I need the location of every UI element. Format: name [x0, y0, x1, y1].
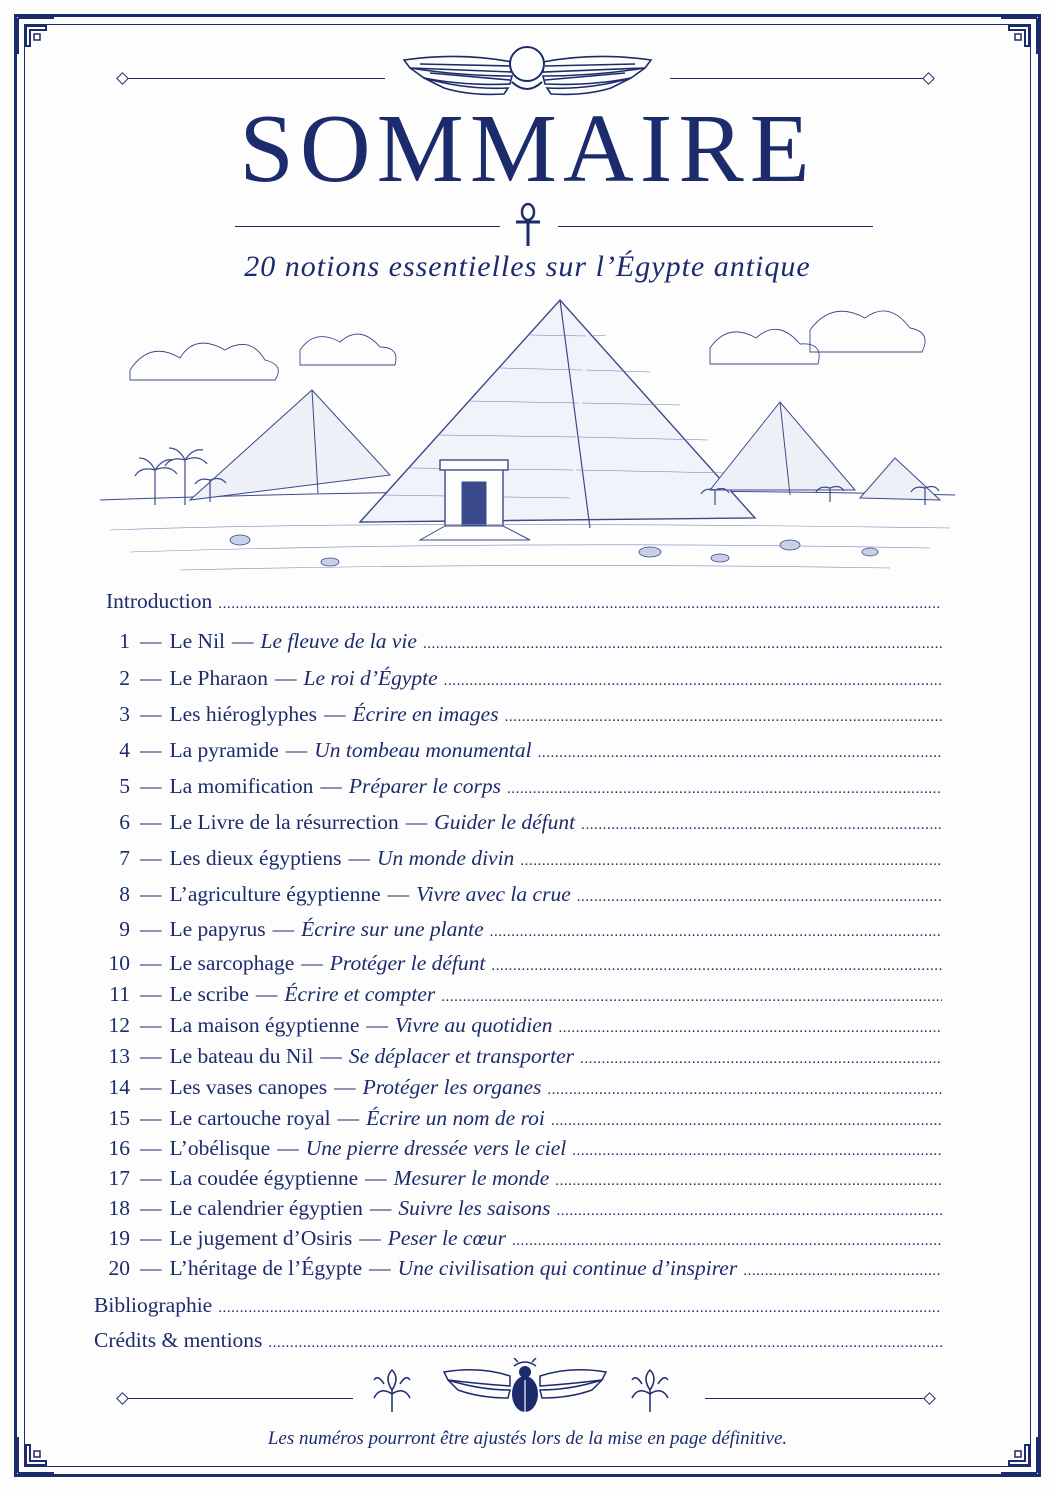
- toc-number: 18: [108, 1196, 130, 1220]
- toc-row[interactable]: [100, 1013, 942, 1043]
- toc-dash: —: [140, 1256, 162, 1280]
- corner-ornament-top-left: [16, 16, 56, 56]
- toc-row[interactable]: [100, 810, 942, 840]
- toc-name: Le cartouche royal: [169, 1106, 331, 1130]
- toc-subtitle: Protéger le défunt: [329, 951, 486, 975]
- toc-number: 8: [119, 882, 130, 906]
- toc-subtitle: Vivre avec la crue: [416, 882, 571, 906]
- top-rule-right: [670, 78, 928, 79]
- toc-dash: —: [140, 738, 162, 762]
- toc-number: 12: [108, 1013, 130, 1037]
- toc-leader-dots: [557, 1203, 943, 1220]
- bottom-rule-left: [123, 1398, 353, 1399]
- toc-dash: —: [140, 951, 162, 975]
- toc-number: 9: [119, 917, 130, 941]
- toc-dash: —: [348, 846, 370, 870]
- toc-subtitle: Écrire un nom de roi: [366, 1106, 545, 1130]
- toc-name: Le scribe: [169, 982, 249, 1006]
- toc-number: 15: [108, 1106, 130, 1130]
- toc-subtitle: Écrire et compter: [284, 982, 436, 1006]
- toc-number: 19: [108, 1226, 130, 1250]
- toc-name: Le Livre de la résurrection: [169, 810, 399, 834]
- toc-leader-dots: [268, 1335, 942, 1352]
- toc-dash: —: [140, 810, 162, 834]
- toc-leader-dots: [551, 1113, 942, 1130]
- toc-name: Les dieux égyptiens: [169, 846, 342, 870]
- title-rule-left: [235, 226, 500, 227]
- toc-row[interactable]: [100, 951, 942, 981]
- toc-dash: —: [365, 1166, 387, 1190]
- toc-leader-dots: [555, 1173, 942, 1190]
- toc-number: 16: [108, 1136, 130, 1160]
- toc-row[interactable]: [100, 1256, 942, 1286]
- toc-subtitle: Mesurer le monde: [393, 1166, 550, 1190]
- toc-number: 5: [119, 774, 130, 798]
- toc-row[interactable]: [100, 1106, 942, 1136]
- toc-dash: —: [140, 629, 162, 653]
- toc-dash: —: [285, 738, 308, 762]
- toc-leader-dots: [444, 673, 942, 690]
- toc-subtitle: Une civilisation qui continue d’inspirer: [397, 1256, 738, 1280]
- toc-name: Le jugement d’Osiris: [169, 1226, 353, 1250]
- toc-name: Le bateau du Nil: [169, 1044, 314, 1068]
- toc-label: Bibliographie: [94, 1293, 213, 1317]
- toc-subtitle: Le roi d’Égypte: [303, 666, 438, 690]
- toc-leader-dots: [520, 853, 942, 870]
- winged-sun-icon: [400, 42, 655, 100]
- toc-leader-dots: [581, 817, 942, 834]
- toc-leader-dots: [491, 958, 942, 975]
- toc-row[interactable]: [100, 917, 942, 947]
- toc-dash: —: [140, 917, 162, 941]
- toc-row[interactable]: [100, 982, 942, 1012]
- toc-dash: —: [366, 1013, 388, 1037]
- toc-name: La maison égyptienne: [169, 1013, 360, 1037]
- toc-dash: —: [140, 982, 162, 1006]
- toc-name: La coudée égyptienne: [169, 1166, 359, 1190]
- winged-scarab-icon: [440, 1358, 610, 1418]
- toc-name: La pyramide: [169, 738, 279, 762]
- toc-dash: —: [320, 774, 342, 798]
- toc-leader-dots: [505, 709, 942, 726]
- toc-row-credits[interactable]: [94, 1328, 942, 1358]
- toc-row-introduction[interactable]: [100, 589, 942, 619]
- toc-leader-dots: [538, 745, 942, 762]
- toc-leader-dots: [580, 1051, 942, 1068]
- toc-number: 11: [109, 982, 130, 1006]
- toc-dash: —: [140, 1196, 162, 1220]
- lotus-icon: [370, 1368, 414, 1414]
- toc-dash: —: [255, 982, 278, 1006]
- toc-dash: —: [140, 1136, 162, 1160]
- toc-row[interactable]: [100, 666, 942, 696]
- toc-number: 20: [108, 1256, 130, 1280]
- toc-dash: —: [272, 917, 295, 941]
- toc-row[interactable]: [100, 629, 942, 659]
- toc-row[interactable]: [100, 846, 942, 876]
- toc-name: Le papyrus: [169, 917, 266, 941]
- toc-label: Introduction: [106, 589, 213, 613]
- toc-name: La momification: [169, 774, 314, 798]
- toc-dash: —: [140, 1044, 162, 1068]
- toc-leader-dots: [441, 989, 942, 1006]
- toc-dash: —: [140, 1226, 162, 1250]
- toc-label: Crédits & mentions: [94, 1328, 263, 1352]
- toc-number: 1: [119, 629, 130, 653]
- toc-leader-dots: [577, 889, 942, 906]
- toc-name: L’héritage de l’Égypte: [169, 1256, 363, 1280]
- page-title: SOMMAIRE: [239, 95, 816, 203]
- toc-subtitle: Se déplacer et transporter: [348, 1044, 575, 1068]
- toc-number: 6: [119, 810, 130, 834]
- toc-dash: —: [334, 1075, 356, 1099]
- toc-subtitle: Suivre les saisons: [398, 1196, 551, 1220]
- toc-name: Le calendrier égyptien: [169, 1196, 363, 1220]
- toc-dash: —: [387, 882, 410, 906]
- toc-number: 2: [119, 666, 130, 690]
- toc-subtitle: Vivre au quotidien: [394, 1013, 553, 1037]
- toc-name: Le sarcophage: [169, 951, 295, 975]
- toc-name: L’obélisque: [169, 1136, 271, 1160]
- toc-number: 13: [108, 1044, 130, 1068]
- toc-dash: —: [140, 702, 162, 726]
- toc-dash: —: [277, 1136, 299, 1160]
- toc-subtitle: Un monde divin: [376, 846, 515, 870]
- page-subtitle: 20 notions essentielles sur l’Égypte antique: [244, 250, 811, 283]
- toc-leader-dots: [547, 1082, 942, 1099]
- toc-subtitle: Guider le défunt: [434, 810, 576, 834]
- toc-subtitle: Un tombeau monumental: [314, 738, 532, 762]
- toc-number: 14: [108, 1075, 130, 1099]
- pyramids-illustration: [90, 290, 965, 590]
- toc-subtitle: Protéger les organes: [362, 1075, 542, 1099]
- toc-number: 17: [108, 1166, 130, 1190]
- toc-subtitle: Écrire en images: [352, 702, 499, 726]
- toc-leader-dots: [507, 781, 942, 798]
- toc-leader-dots: [743, 1263, 942, 1280]
- toc-leader-dots: [512, 1233, 942, 1250]
- toc-dash: —: [369, 1256, 391, 1280]
- toc-dash: —: [140, 882, 162, 906]
- toc-name: Les vases canopes: [169, 1075, 328, 1099]
- toc-dash: —: [337, 1106, 360, 1130]
- toc-dash: —: [140, 1013, 162, 1037]
- toc-name: Les hiéroglyphes: [169, 702, 317, 726]
- toc-name: Le Pharaon: [169, 666, 269, 690]
- toc-subtitle: Peser le cœur: [387, 1226, 506, 1250]
- toc-row[interactable]: [100, 774, 942, 804]
- toc-dash: —: [359, 1226, 381, 1250]
- toc-dash: —: [140, 1166, 162, 1190]
- bottom-rule-right: [705, 1398, 929, 1399]
- toc-leader-dots: [218, 596, 942, 613]
- toc-leader-dots: [572, 1143, 942, 1160]
- toc-subtitle: Une pierre dressée vers le ciel: [305, 1136, 567, 1160]
- toc-row[interactable]: [100, 1196, 942, 1226]
- toc-row[interactable]: [100, 1136, 942, 1166]
- toc-dash: —: [140, 846, 162, 870]
- toc-dash: —: [405, 810, 428, 834]
- toc-subtitle: Le fleuve de la vie: [260, 629, 417, 653]
- toc-row[interactable]: [100, 1166, 942, 1196]
- toc-dash: —: [232, 629, 254, 653]
- toc-leader-dots: [218, 1300, 942, 1317]
- toc-row[interactable]: [100, 738, 942, 768]
- toc-dash: —: [140, 666, 162, 690]
- top-rule-left: [123, 78, 385, 79]
- toc-dash: —: [369, 1196, 392, 1220]
- lotus-icon: [628, 1368, 672, 1414]
- toc-row[interactable]: [100, 702, 942, 732]
- toc-leader-dots: [559, 1020, 943, 1037]
- corner-ornament-top-right: [999, 16, 1039, 56]
- toc-leader-dots: [490, 924, 942, 941]
- title-rule-right: [558, 226, 873, 227]
- toc-dash: —: [301, 951, 323, 975]
- toc-dash: —: [140, 1106, 162, 1130]
- toc-dash: —: [275, 666, 297, 690]
- toc-dash: —: [323, 702, 346, 726]
- toc-number: 10: [108, 951, 130, 975]
- footer-note: Les numéros pourront être ajustés lors de la mise en page définitive.: [267, 1428, 788, 1449]
- toc-subtitle: Écrire sur une plante: [301, 917, 484, 941]
- toc-name: Le Nil: [169, 629, 226, 653]
- toc-name: L’agriculture égyptienne: [169, 882, 381, 906]
- toc-dash: —: [320, 1044, 342, 1068]
- toc-subtitle: Préparer le corps: [348, 774, 501, 798]
- toc-row[interactable]: [100, 1044, 942, 1074]
- toc-row[interactable]: [100, 1226, 942, 1256]
- toc-dash: —: [140, 774, 162, 798]
- toc-leader-dots: [423, 636, 942, 653]
- toc-row-bibliography[interactable]: [94, 1293, 942, 1323]
- ankh-icon: [513, 203, 543, 247]
- toc-row[interactable]: [100, 882, 942, 912]
- toc-number: 7: [119, 846, 130, 870]
- toc-number: 3: [119, 702, 130, 726]
- toc-number: 4: [119, 738, 130, 762]
- toc-row[interactable]: [100, 1075, 942, 1105]
- toc-dash: —: [140, 1075, 162, 1099]
